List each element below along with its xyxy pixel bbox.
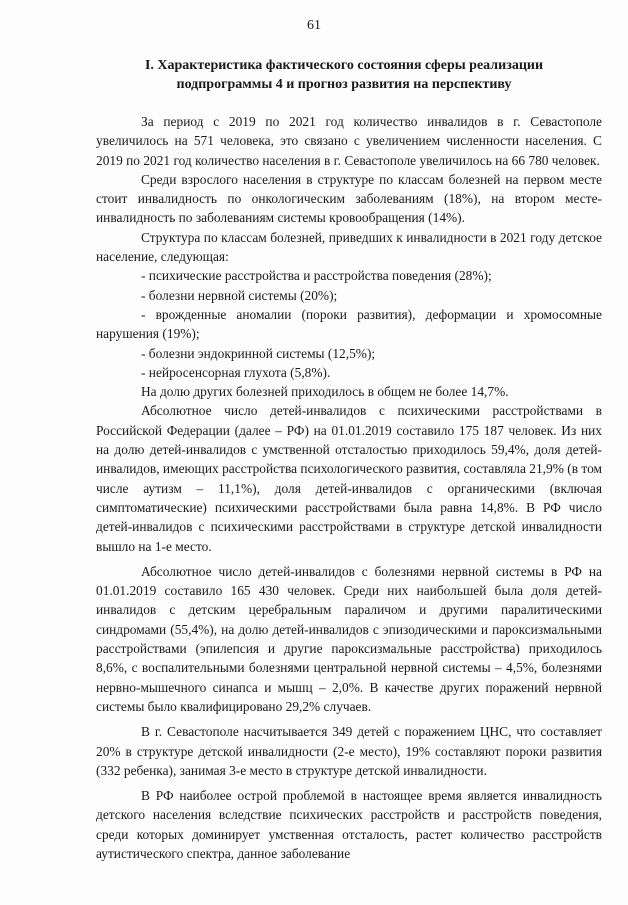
paragraph-nervous-system-rf: Абсолютное число детей-инвалидов с болезнями нервной системы в РФ на 01.01.2019 составило 165 430 человек. Среди них наибольшей была доля детей-инвалидов с детским церебральным параличом и другими паралитическими синдромами (55,4%), на долю детей-инвалидов с эпизодическими и пароксизмальными расстройствами (эпилепсия и другие пароксизмальные расстройства) приходилось 8,6%, с воспалительными болезнями центральной нервной системы – 4,5%, болезнями нервно-мышечного синапса и мышц – 2,0%. В качестве других поражений нервной системы было квалифицировано 29,2% случаев. <box>96 563 602 714</box>
document-body <box>96 112 602 863</box>
paragraph-mental-disorders-rf: Абсолютное число детей-инвалидов с психическими расстройствами в Российской Федерации (далее – РФ) на 01.01.2019 составило 175 187 человек. Из них на долю детей-инвалидов с умственной отсталостью приходилось 59,4%, доля детей-инвалидов, имеющих расстройства психологического развития, составляла 21,9% (в том числе аутизм – 11,1%), доля детей-инвалидов с органическими (включая симптоматические) психическими расстройствами была равна 14,8%. В РФ число детей-инвалидов с психическими расстройствами в структуре детской инвалидности вышло на 1-е место. <box>96 403 602 554</box>
page-number: 61 <box>307 18 321 33</box>
paragraph-sevastopol-cns: В г. Севастополе насчитывается 349 детей с поражением ЦНС, что составляет 20% в структуре детской инвалидности (2-е место), 19% составляют пороки развития (332 ребенка), занимая 3-е место в структуре детской инвалидности. <box>96 724 602 778</box>
list-item: - психические расстройства и расстройства поведения (28%); <box>141 268 492 284</box>
list-item: - нейросенсорная глухота (5,8%). <box>141 364 331 380</box>
paragraph-child-structure-intro: Структура по классам болезней, приведших к инвалидности в 2021 году детское население, следующая: <box>96 229 602 265</box>
paragraph-rf-problem: В РФ наиболее острой проблемой в настоящее время является инвалидность детского населения вследствие психических расстройств и расстройств поведения, среди которых доминирует умственная отсталость, растет количество расстройств аутистического спектра, данное заболевание <box>96 788 602 861</box>
paragraph-other-diseases: На долю других болезней приходилось в общем не более 14,7%. <box>141 384 509 400</box>
list-item: - болезни эндокринной системы (12,5%); <box>141 345 376 361</box>
paragraph-adult-structure: Среди взрослого населения в структуре по классам болезней на первом месте стоит инвалидность по онкологическим заболеваниям (18%), на втором месте-инвалидность по заболеваниям системы кровообращения (14%). <box>96 171 602 226</box>
section-heading: I. Характеристика фактического состояния сферы реализации подпрограммы 4 и прогноз развития на перспективу <box>144 58 544 92</box>
paragraph-population-change: За период с 2019 по 2021 год количество инвалидов в г. Севастополе увеличилось на 571 человека, это связано с увеличением численности населения. С 2019 по 2021 год количество населения в г. Севастополе увеличилось на 66 780 человек. <box>96 114 602 168</box>
list-item: - врожденные аномалии (пороки развития), деформации и хромосомные нарушения (19%); <box>96 306 602 342</box>
list-item: - болезни нервной системы (20%); <box>141 287 338 303</box>
